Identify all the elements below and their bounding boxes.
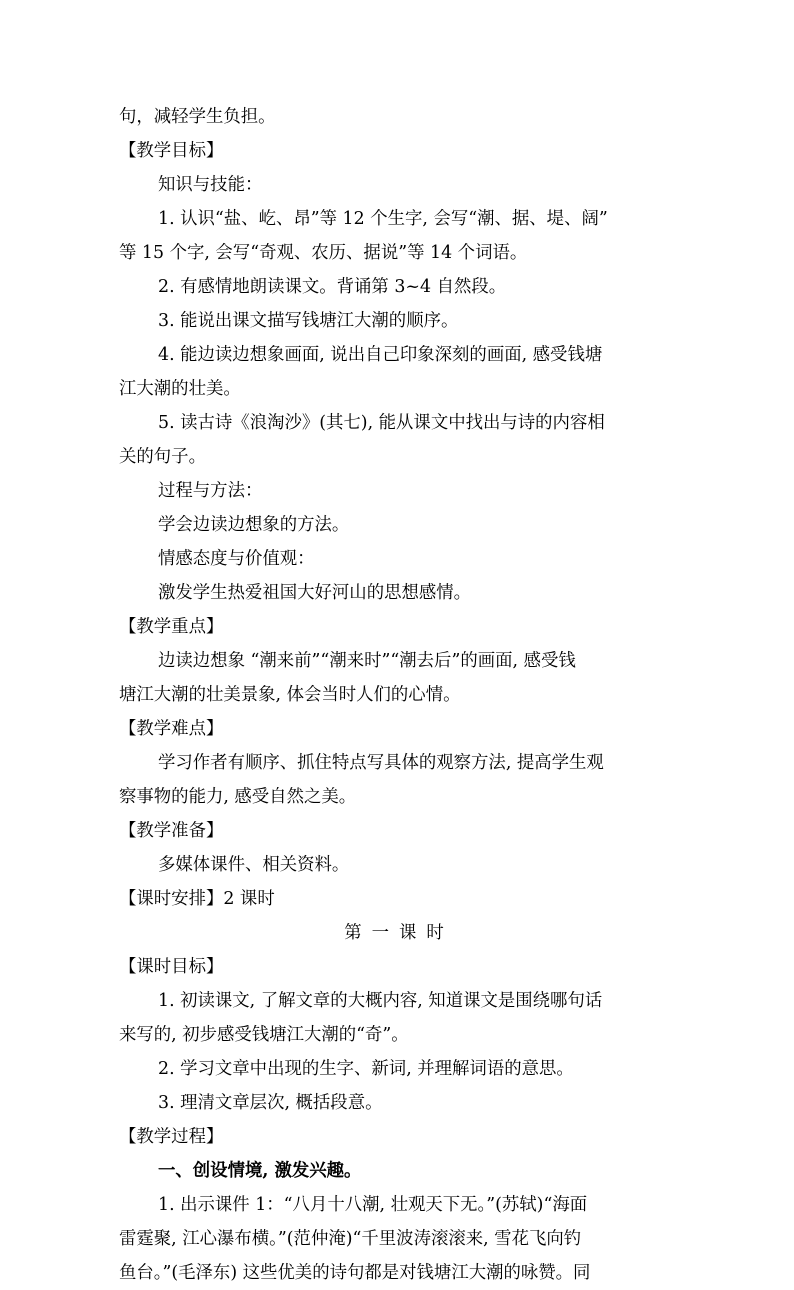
text-line: 学习作者有顺序、抓住特点写具体的观察方法, 提高学生观 [158,753,604,773]
text-line: 2. 学习文章中出现的生字、新词, 并理解词语的意思。 [158,1059,574,1079]
text-line: 察事物的能力, 感受自然之美。 [119,787,357,807]
text-line: 一、创设情境, 激发兴趣。 [158,1161,362,1181]
text-line: 1. 出示课件 1：“八月十八潮, 壮观天下无。”(苏轼)“海面 [158,1195,588,1215]
text-line: 关的句子。 [119,447,206,467]
document-page [119,100,679,1290]
section-heading: 【课时目标】 [119,957,224,977]
text-line: 激发学生热爱祖国大好河山的思想感情。 [158,583,472,603]
text-line: 知识与技能： [158,175,263,195]
document-body [119,100,679,1290]
text-line: 来写的, 初步感受钱塘江大潮的“奇”。 [119,1025,409,1045]
text-line: 塘江大潮的壮美景象, 体会当时人们的心情。 [119,685,461,705]
text-line: 1. 初读课文, 了解文章的大概内容, 知道课文是围绕哪句话 [158,991,603,1011]
text-line: 边读边想象 “潮来前”“潮来时”“潮去后”的画面, 感受钱 [158,651,576,671]
section-heading: 【教学重点】 [119,617,224,637]
text-line: 过程与方法： [158,481,263,501]
text-line: 情感态度与价值观： [158,549,315,569]
text-line: 江大潮的壮美。 [119,379,241,399]
text-line: 多媒体课件、相关资料。 [158,855,350,875]
text-line: 学会边读边想象的方法。 [158,515,350,535]
section-heading: 【教学目标】 [119,141,224,161]
section-heading: 【教学难点】 [119,719,224,739]
text-line: 句，减轻学生负担。 [119,107,276,127]
section-heading: 【教学过程】 [119,1127,224,1147]
section-heading: 【教学准备】 [119,821,224,841]
text-line: 等 15 个字, 会写“奇观、农历、据说”等 14 个词语。 [119,243,528,263]
text-line: 4. 能边读边想象画面, 说出自己印象深刻的画面, 感受钱塘 [158,345,603,365]
text-line: 3. 理清文章层次, 概括段意。 [158,1093,383,1113]
text-line: 5. 读古诗《浪淘沙》(其七), 能从课文中找出与诗的内容相 [158,413,605,433]
text-line: 1. 认识“盐、屹、昂”等 12 个生字, 会写“潮、据、堤、阔” [158,209,608,229]
section-heading: 【课时安排】2 课时 [119,889,275,909]
text-line: 3. 能说出课文描写钱塘江大潮的顺序。 [158,311,459,331]
text-line: 雷霆聚, 江心瀑布横。”(范仲淹)“千里波涛滚滚来, 雪花飞向钓 [119,1229,582,1249]
text-line: 2. 有感情地朗读课文。背诵第 3~4 自然段。 [158,277,507,297]
text-line: 鱼台。”(毛泽东) 这些优美的诗句都是对钱塘江大潮的咏赞。同 [119,1263,591,1283]
lesson-title: 第一课时 [344,923,454,943]
